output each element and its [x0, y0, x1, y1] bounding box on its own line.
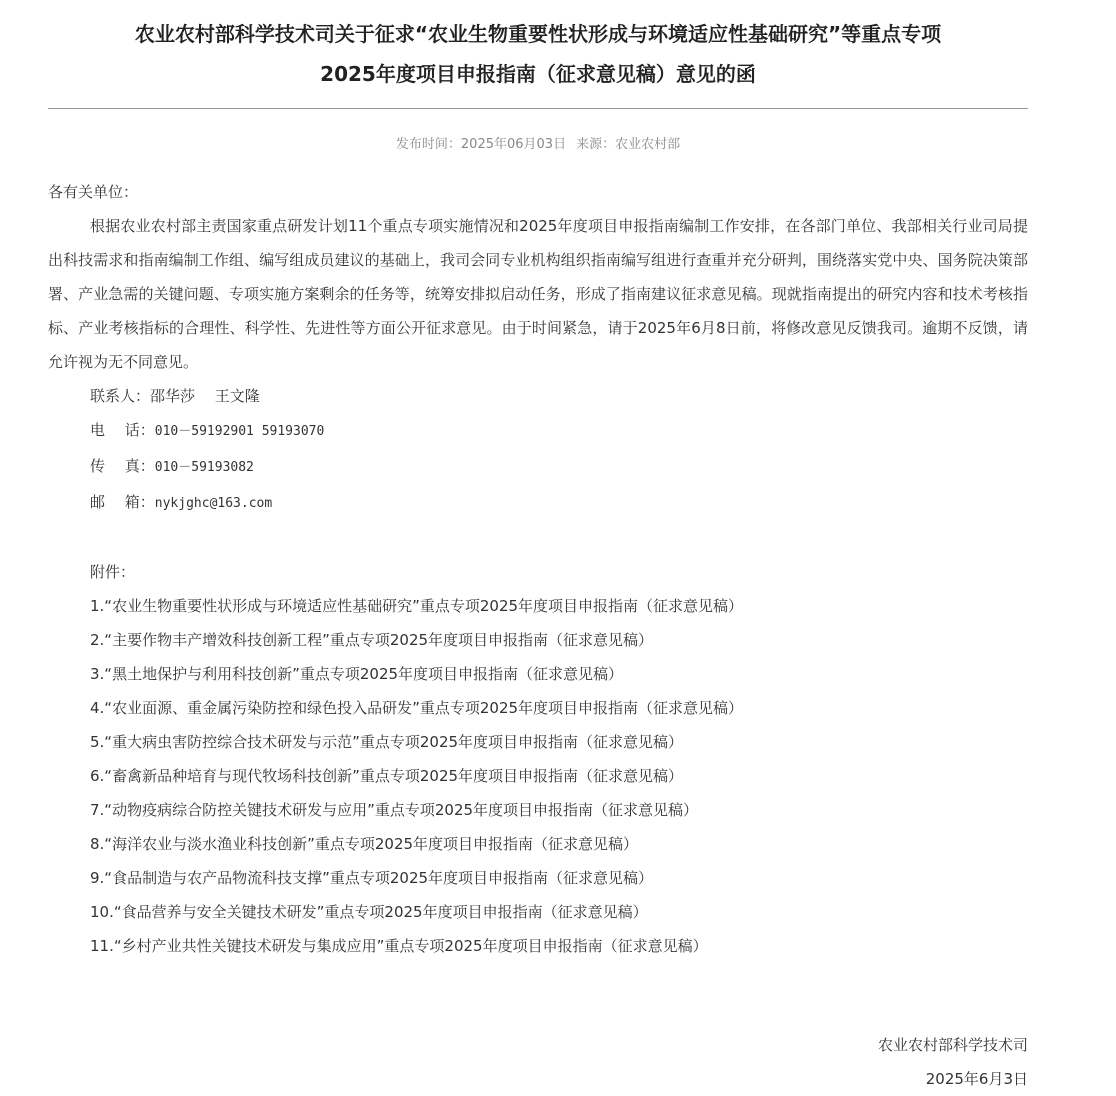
attachment-item[interactable]: 8.“海洋农业与淡水渔业科技创新”重点专项2025年度项目申报指南（征求意见稿）: [90, 835, 639, 853]
attachment-item[interactable]: 2.“主要作物丰产增效科技创新工程”重点专项2025年度项目申报指南（征求意见稿）: [90, 631, 654, 649]
contact-email-value: nykjghc@163.com: [154, 496, 273, 511]
signature-date: 2025年6月3日: [925, 1070, 1028, 1088]
publish-label: 发布时间：: [395, 137, 461, 152]
contact-fax-label: 传 真：: [90, 457, 155, 475]
contact-email-label: 邮 箱：: [90, 493, 155, 511]
contact-person: [48, 379, 1028, 413]
title-line-2: 2025年度项目申报指南（征求意见稿）意见的函: [320, 62, 756, 86]
attachment-item[interactable]: 6.“畜禽新品种培育与现代牧场科技创新”重点专项2025年度项目申报指南（征求意见稿）: [90, 767, 684, 785]
contact-phone: [48, 413, 1028, 449]
attachment-item[interactable]: 3.“黑土地保护与利用科技创新”重点专项2025年度项目申报指南（征求意见稿）: [90, 665, 624, 683]
publish-meta: [48, 135, 1028, 155]
source-value: 农业农村部: [615, 137, 681, 152]
contact-fax: [48, 449, 1028, 485]
contact-person-label: 联系人：: [90, 387, 151, 405]
attachment-list: [48, 589, 1028, 963]
contact-person-names: 邵华莎 王文隆: [150, 387, 260, 405]
attachment-item[interactable]: 4.“农业面源、重金属污染防控和绿色投入品研发”重点专项2025年度项目申报指南（征求意见稿）: [90, 699, 744, 717]
attachment-item[interactable]: 7.“动物疫病综合防控关键技术研发与应用”重点专项2025年度项目申报指南（征求意见稿）: [90, 801, 699, 819]
contact-email: [48, 485, 1028, 521]
attachment-item[interactable]: 11.“乡村产业共性关键技术研发与集成应用”重点专项2025年度项目申报指南（征求意见稿）: [90, 937, 708, 955]
attachment-item[interactable]: 5.“重大病虫害防控综合技术研发与示范”重点专项2025年度项目申报指南（征求意见稿）: [90, 733, 684, 751]
source-label: 来源：: [576, 137, 616, 152]
attachment-item[interactable]: 10.“食品营养与安全关键技术研发”重点专项2025年度项目申报指南（征求意见稿）: [90, 903, 648, 921]
spacer: [48, 521, 1028, 555]
salutation: 各有关单位：: [48, 183, 139, 201]
article: [48, 0, 1028, 1088]
attachment-item[interactable]: 1.“农业生物重要性状形成与环境适应性基础研究”重点专项2025年度项目申报指南（征求意见稿）: [90, 597, 744, 615]
body-paragraph: 根据农业农村部主责国家重点研发计划11个重点专项实施情况和2025年度项目申报指南编制工作安排，在各部门单位、我部相关行业司局提出科技需求和指南编制工作组、编写组成员建议的基础上，我司会同专业机构组织指南编写组进行查重并充分研判，围绕落实党中央、国务院决策部署、产业急需的关键问题、专项实施方案剩余的任务等，统筹安排拟启动任务，形成了指南建议征求意见稿。现就指南提出的研究内容和技术考核指标、产业考核指标的合理性、科学性、先进性等方面公开征求意见。由于时间紧急，请于2025年6月8日前，将修改意见反馈我司。逾期不反馈，请允许视为无不同意见。: [48, 217, 1028, 371]
article-body: [48, 175, 1028, 963]
publish-date: 2025年06月03日: [460, 137, 567, 152]
contact-phone-label: 电 话：: [90, 421, 155, 439]
title-line-1: 农业农村部科学技术司关于征求“农业生物重要性状形成与环境适应性基础研究”等重点专项: [134, 22, 942, 46]
signature-block: [878, 1028, 1028, 1096]
title-divider: [48, 108, 1028, 109]
signature-org: 农业农村部科学技术司: [877, 1036, 1028, 1054]
attachment-item[interactable]: 9.“食品制造与农产品物流科技支撑”重点专项2025年度项目申报指南（征求意见稿）: [90, 869, 654, 887]
contact-fax-value: 010－59193082: [154, 460, 254, 475]
attachments-label: 附件：: [90, 563, 136, 581]
page-title: [48, 0, 1028, 94]
contact-phone-value: 010－59192901 59193070: [154, 424, 325, 439]
